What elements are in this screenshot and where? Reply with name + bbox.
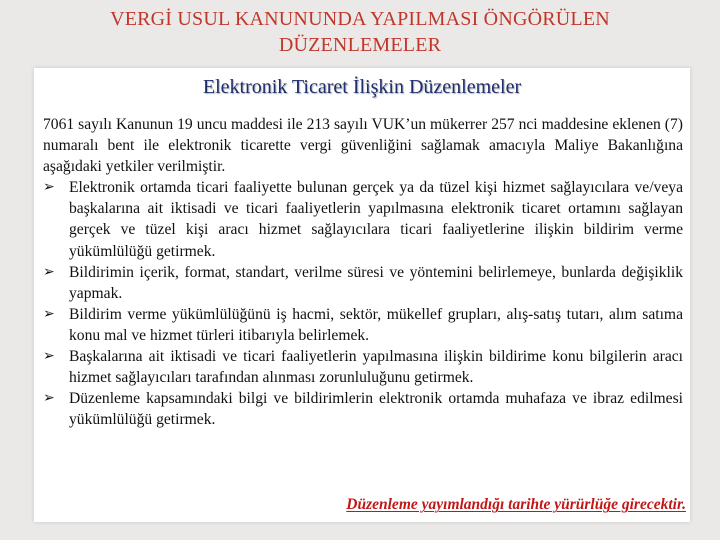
bullet-text: Başkalarına ait iktisadi ve ticari faaliyetlerin yapılmasına ilişkin bildirime konu bilgilerin aracı hizmet sağlayıcıları tarafından alınması zorunluluğunu getirmek. <box>69 348 683 387</box>
bullet-item <box>43 388 683 430</box>
slide-title <box>0 6 720 58</box>
arrow-bullet-icon: ➢ <box>43 305 55 322</box>
arrow-bullet-icon: ➢ <box>43 348 55 365</box>
bullet-text: Bildirimin içerik, format, standart, verilme süresi ve yöntemini belirlemeye, bunlarda değişiklik yapmak. <box>69 263 683 302</box>
footer-note: Düzenleme yayımlandığı tarihte yürürlüğe girecektir. <box>346 496 686 513</box>
body-text <box>43 114 683 430</box>
bullet-text: Bildirim verme yükümlülüğünü iş hacmi, sektör, mükellef grupları, alış-satış tutarı, alım satıma konu mal ve hizmet türleri itibarıyla belirlemek. <box>69 305 683 344</box>
arrow-bullet-icon: ➢ <box>43 263 55 280</box>
arrow-bullet-icon: ➢ <box>43 390 55 407</box>
slide-title-line-1: VERGİ USUL KANUNUNDA YAPILMASI ÖNGÖRÜLEN <box>110 8 610 30</box>
bullet-list <box>43 177 683 430</box>
bullet-item <box>43 262 683 304</box>
intro-paragraph: 7061 sayılı Kanunun 19 uncu maddesi ile 213 sayılı VUK’un mükerrer 257 nci maddesine eklenen (7) numaralı bent ile elektronik ticarette vergi güvenliğini sağlamak amacıyla Maliye Bakanlığına aşağıdaki yetkiler verilmiştir. <box>43 116 683 176</box>
section-subtitle: Elektronik Ticaret İlişkin Düzenlemeler <box>202 76 522 98</box>
bullet-text: Düzenleme kapsamındaki bilgi ve bildirimlerin elektronik ortamda muhafaza ve ibraz edilmesi yükümlülüğü getirmek. <box>69 390 683 429</box>
arrow-bullet-icon: ➢ <box>43 179 55 196</box>
slide-title-line-2: DÜZENLEMELER <box>278 34 442 56</box>
bullet-item <box>43 346 683 388</box>
bullet-text: Elektronik ortamda ticari faaliyette bulunan gerçek ya da tüzel kişi hizmet sağlayıcılara ve/veya başkalarına ait iktisadi ve ticari faaliyetlerin yapılmasına elektronik ticaret ortamını sağlayan gerçek ve tüzel kişi aracı hizmet sağlayıcılara ticari faaliyetlerine ilişkin bildirim verme yükümlülüğü getirmek. <box>69 179 683 260</box>
bullet-item <box>43 304 683 346</box>
bullet-item <box>43 177 683 261</box>
content-panel <box>34 68 690 522</box>
